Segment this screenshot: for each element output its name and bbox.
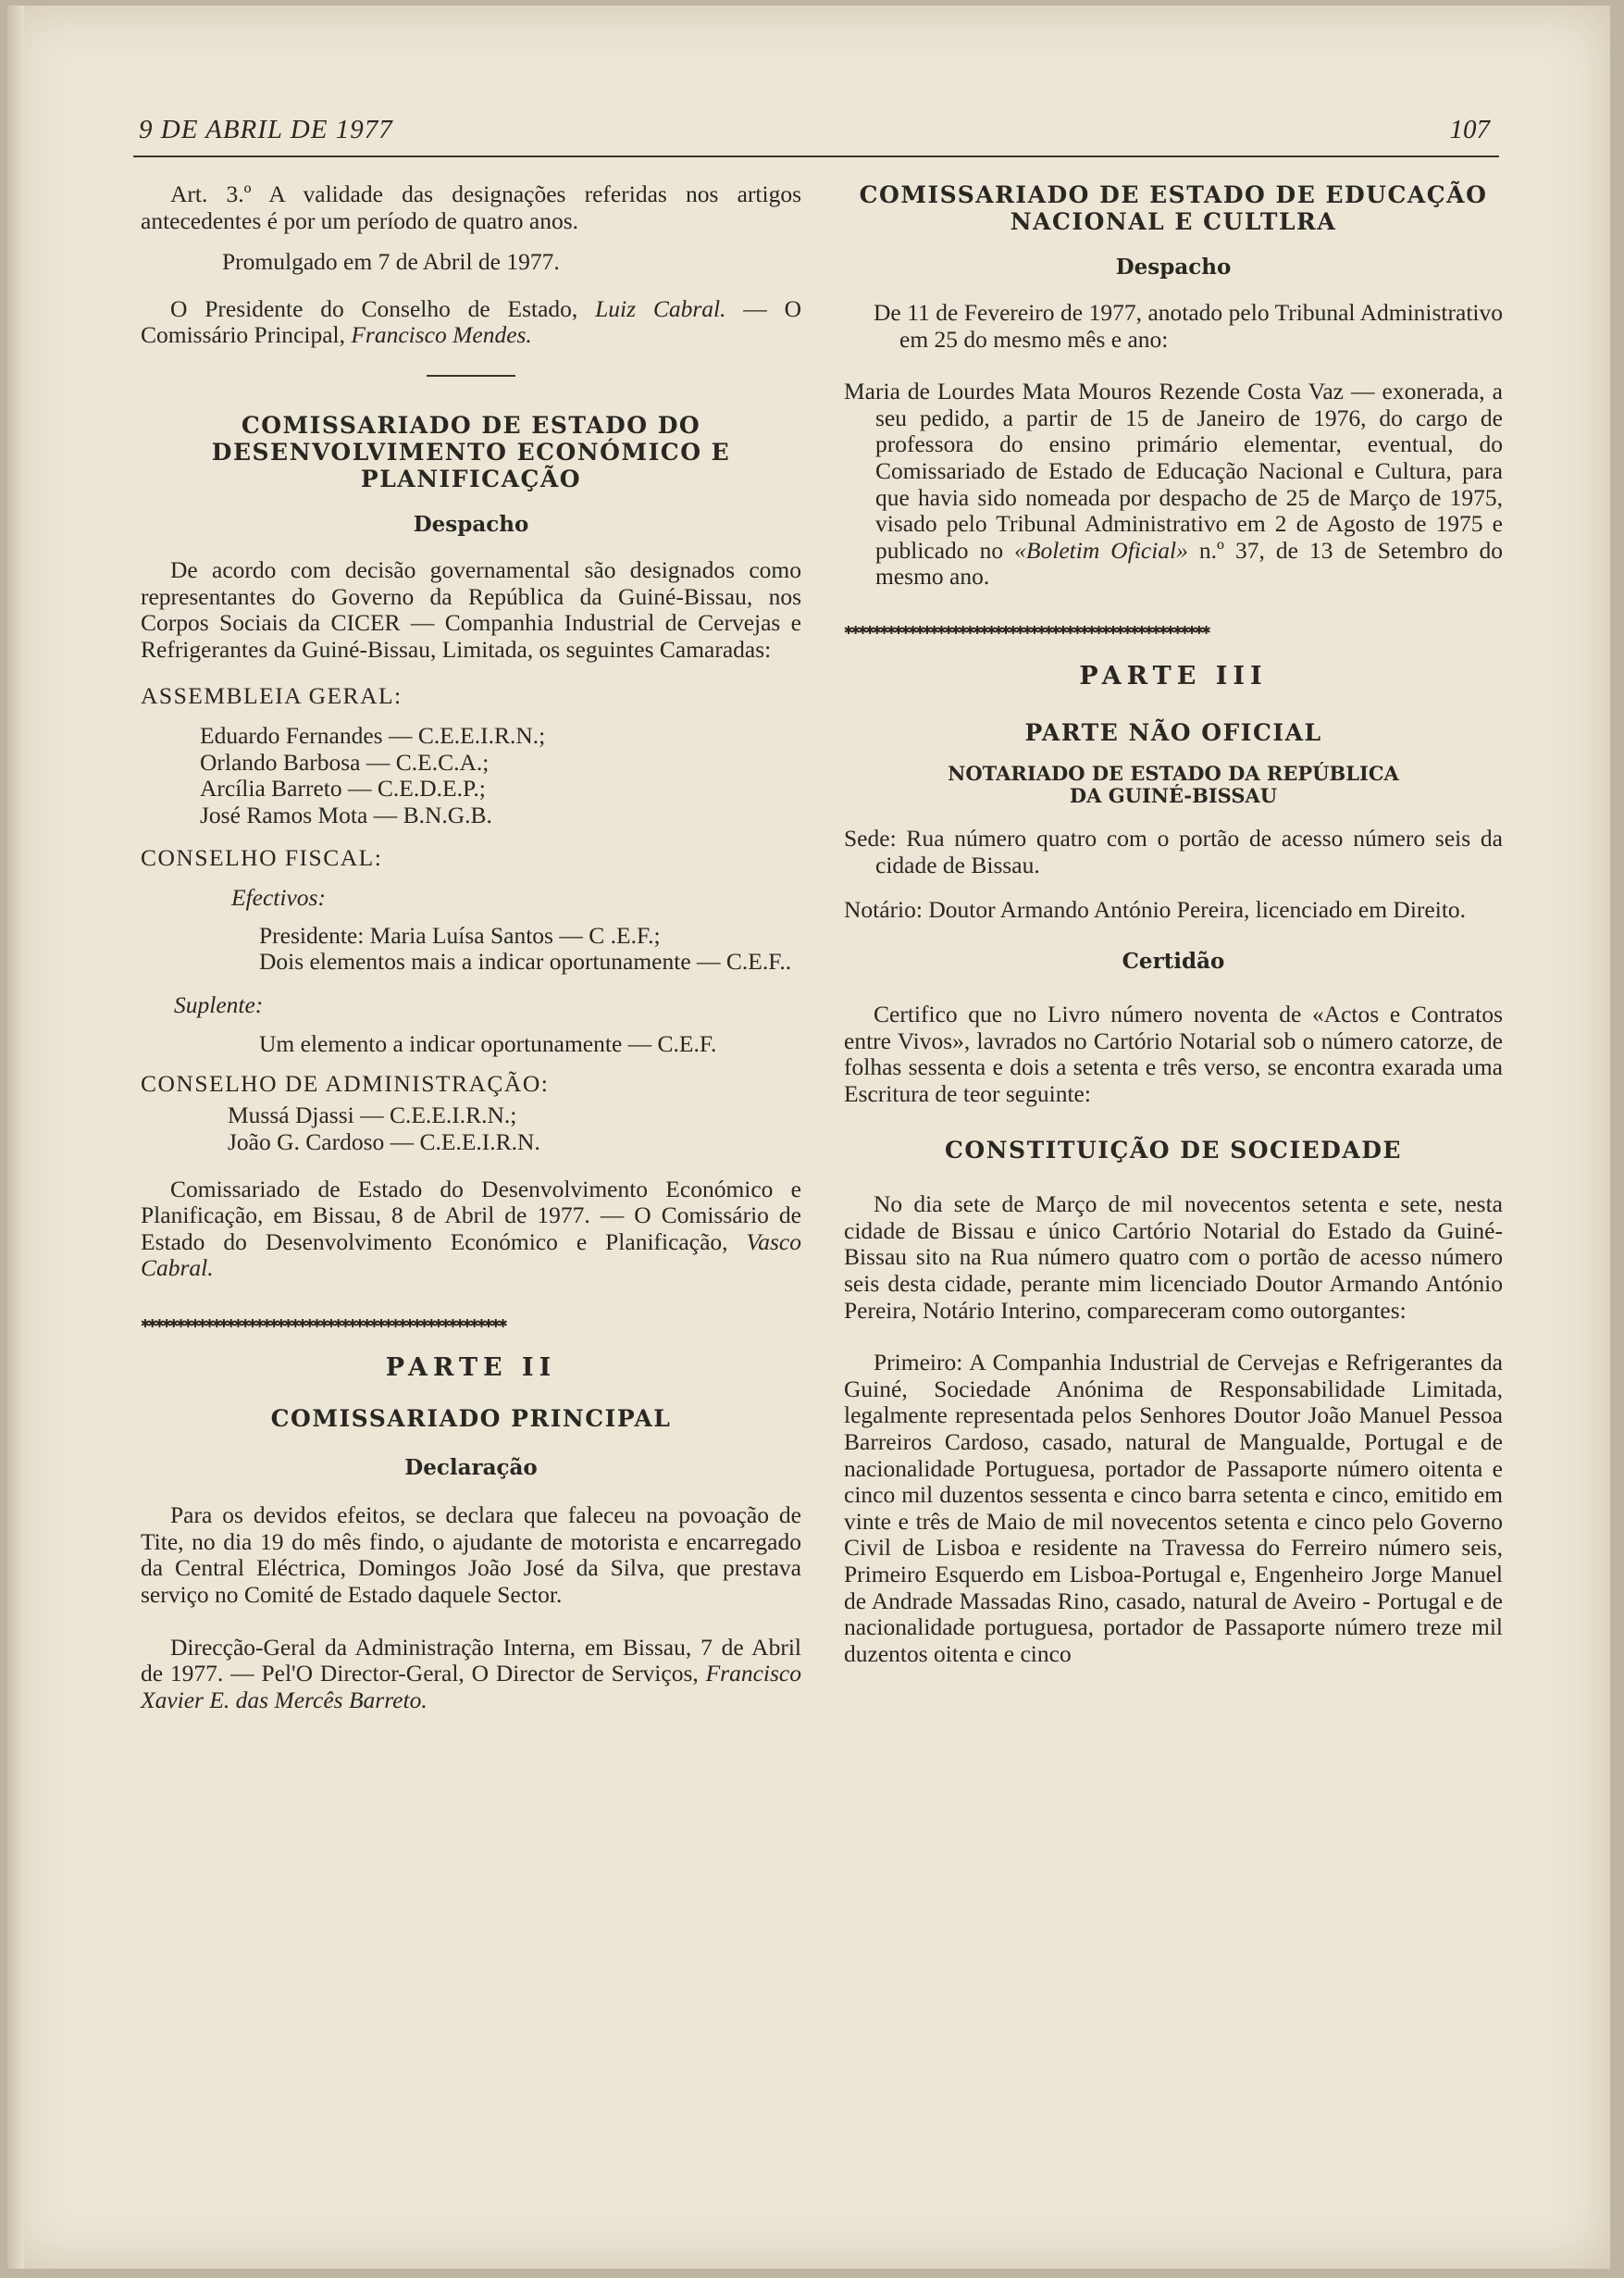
constituicao-heading: CONSTITUIÇÃO DE SOCIEDADE [945,1137,1402,1164]
section-divider [427,375,515,377]
body-text: Maria de Lourdes Mata Mouros Rezende Costa Vaz — exonerada, a seu pedido, a partir de 15 de Janeiro de 1976, do cargo de professora do ensino primário elementar, eventual, do Comissariado de Estado de Educação Nacional e Cultura, para que havia sido nomeada por despacho de 25 de Março de 1975, visado pelo Tribunal Administrativo em 2 de Agosto de 1975 e publicado no [844,378,1503,564]
notario-paragraph: Notário: Doutor Armando António Pereira, licenciado em Direito. [844,896,1467,924]
assembleia-heading: ASSEMBLEIA GERAL: [141,682,403,710]
page-number: 107 [1449,115,1490,144]
signature-text-2: — O Comissário Principal, [141,294,801,349]
star-separator: ✱✱✱✱✱✱✱✱✱✱✱✱✱✱✱✱✱✱✱✱✱✱✱✱✱✱✱✱✱✱✱✱✱✱✱✱✱✱✱✱✱✱✱✱✱✱✱✱✱✱✱ [844,619,1209,638]
member: Dois elementos mais a indicar oportunamente — C.E.F.. [259,948,792,976]
sede-paragraph: Sede: Rua número quatro com o portão de acesso número seis da cidade de Bissau. [844,825,1503,878]
efectivos-label: Efectivos: [231,883,326,911]
notariado-line-1: NOTARIADO DE ESTADO DA REPÚBLICA [948,762,1399,786]
signature-name-1: Luiz Cabral. [595,294,726,322]
despacho-intro: De 11 de Fevereiro de 1977, anotado pelo Tribunal Administrativo em 25 do mesmo mês e ano: [874,299,1503,353]
signatures-line [141,296,801,349]
suplente-member: Um elemento a indicar oportunamente — C.E.F. [259,1030,717,1058]
member: José Ramos Mota — B.N.G.B. [200,801,492,828]
member: Presidente: Maria Luísa Santos — C .E.F.; [259,921,661,949]
ministry-heading: COMISSARIADO DE ESTADO DO DESENVOLVIMENTO ECONÓMICO E PLANIFICAÇÃO [211,411,731,492]
left-column [141,181,801,1713]
suplente-label: Suplente: [174,990,264,1018]
signature-name-2: Francisco Mendes. [351,321,532,349]
conselho-fiscal-heading: CONSELHO FISCAL: [141,844,383,872]
efectivos-members [141,923,801,976]
body-italic: «Boletim Oficial» [1014,536,1188,564]
member: João G. Cardoso — C.E.E.I.R.N. [228,1128,540,1156]
notariado-heading [844,763,1503,807]
page-binding-edge [7,6,24,2269]
despacho-heading: Despacho [1115,255,1232,280]
closing-paragraph [141,1176,801,1282]
parte-ii-heading: PARTE II [385,1352,557,1382]
parte-nao-oficial-heading: PARTE NÃO OFICIAL [1024,719,1322,747]
despacho-body [844,379,1503,591]
assembleia-members [141,723,801,828]
body-text-2: n.º 37, de 13 de Setembro do mesmo ano. [875,536,1504,591]
primeiro-paragraph: Primeiro: A Companhia Industrial de Cervejas e Refrigerantes da Guiné, Sociedade Anónima de Responsabilidade Limitada, legalmente representada pelos Senhores Doutor João Manuel Pessoa Barreiros Cardoso, casado, natural de Mangualde, Portugal e de nacionalidade Portuguesa, portador de Passaporte número oitenta e cinco mil duzentos sessenta e cinco barra setenta e cinco, emitido em vinte e três de Maio de mil novecentos setenta e cinco pelo Governo Civil de Lisboa e residente na Travessa do Ferreiro número seis, Primeiro Esquerdo em Lisboa-Portugal e, Engenheiro Jorge Manuel de Andrade Massadas Rino, casado, natural de Aveiro - Portugal e de nacionalidade portuguesa, portador de Passaporte número treze mil duzentos oitenta e cinco [844,1349,1503,1667]
closing-text: Comissariado de Estado do Desenvolvimento Económico e Planificação, em Bissau, 8 de Abril de 1977. — O Comissário de Estado do Desenvolvimento Económico e Planificação, [141,1175,801,1255]
comissariado-principal-heading: COMISSARIADO PRINCIPAL [270,1405,672,1433]
page-header [133,113,1499,157]
conselho-admin-heading: CONSELHO DE ADMINISTRAÇÃO: [141,1069,550,1097]
certidao-body: Certifico que no Livro número noventa de «Actos e Contratos entre Vivos», lavrados no Cartório Notarial sob o número catorze, de folhas sessenta e dois a setenta e três verso, se encontra exarada uma Escritura de teor seguinte: [844,1000,1503,1107]
star-separator: ✱✱✱✱✱✱✱✱✱✱✱✱✱✱✱✱✱✱✱✱✱✱✱✱✱✱✱✱✱✱✱✱✱✱✱✱✱✱✱✱✱✱✱✱✱✱✱✱✱✱✱ [141,1313,506,1332]
declaracao-body: Para os devidos efeitos, se declara que faleceu na povoação de Tite, no dia 19 do mês findo, o ajudante de motorista e encarregado da Central Eléctrica, Domingos João José da Silva, que prestava serviço no Comité de Estado daquele Sector. [141,1501,801,1608]
promulgation: Promulgado em 7 de Abril de 1977. [222,248,560,276]
right-column [844,181,1503,1667]
admin-members [141,1102,801,1155]
direccao-paragraph [141,1635,801,1714]
signature-text: O Presidente do Conselho de Estado, [170,294,596,322]
member: Mussá Djassi — C.E.E.I.R.N.; [228,1102,517,1129]
certidao-heading: Certidão [1122,948,1225,974]
constituicao-body: No dia sete de Março de mil novecentos setenta e sete, nesta cidade de Bissau e único Cartório Notarial do Estado da Guiné-Bissau sito na Rua número quatro com o portão de acesso número seis desta cidade, perante mim licenciado Doutor Armando António Pereira, Notário Interino, compareceram como outorgantes: [844,1190,1503,1324]
declaracao-heading: Declaração [404,1455,538,1481]
member: Arcília Barreto — C.E.D.E.P.; [200,775,486,803]
direccao-text: Direcção-Geral da Administração Interna, em Bissau, 7 de Abril de 1977. — Pel'O Director-Geral, O Director de Serviços, [141,1633,801,1687]
gazette-page [7,6,1610,2269]
member: Eduardo Fernandes — C.E.E.I.R.N.; [200,721,546,749]
education-ministry-heading: COMISSARIADO DE ESTADO DE EDUCAÇÃO NACIONAL E CULTLRA [859,181,1488,235]
member: Orlando Barbosa — C.E.C.A.; [200,748,490,776]
closing-signature: Vasco Cabral. [141,1227,801,1282]
notariado-line-2: DA GUINÉ-BISSAU [1069,784,1278,808]
despacho-body: De acordo com decisão governamental são designados como representantes do Governo da República da Guiné-Bissau, nos Corpos Sociais da CICER — Companhia Industrial de Cervejas e Refrigerantes da Guiné-Bissau, Limitada, os seguintes Camaradas: [141,555,801,663]
direccao-signature: Francisco Xavier E. das Mercês Barreto. [141,1660,801,1713]
header-date: 9 DE ABRIL DE 1977 [139,115,393,144]
despacho-heading: Despacho [413,511,529,537]
parte-iii-heading: PARTE III [1079,661,1268,691]
article-3: Art. 3.º A validade das designações referidas nos artigos antecedentes é por um período de quatro anos. [141,180,801,234]
